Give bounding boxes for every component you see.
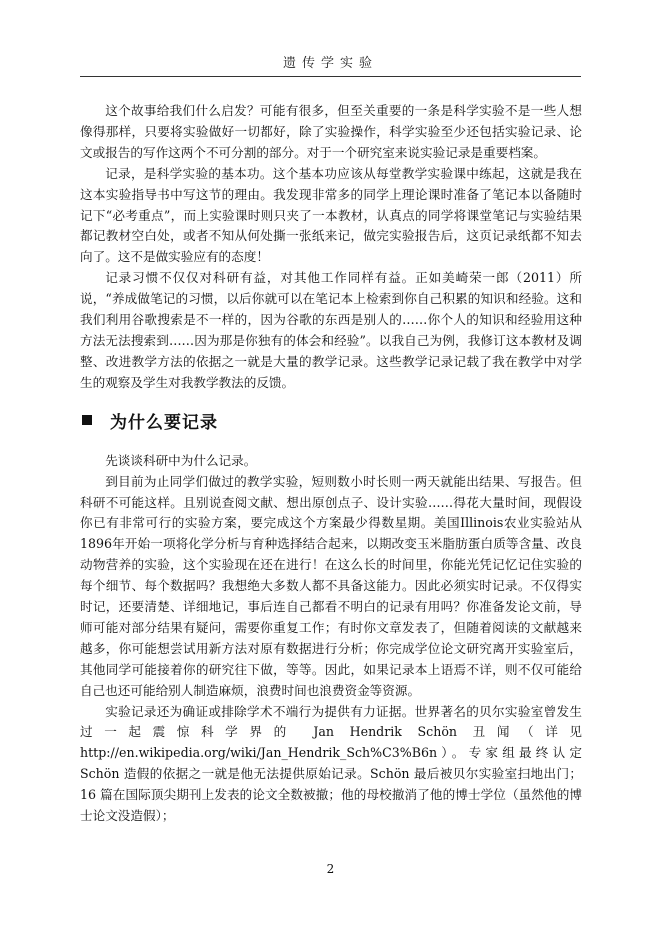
section-heading-title: 为什么要记录 [110,412,218,433]
paragraph-misconduct-evidence: 实验记录还为确证或排除学术不端行为提供有力证据。世界著名的贝尔实验室曾发生过一起震惊科学界的 Jan Hendrik Schön 丑闻（详见 http://en.wikipedia.org/wiki/Jan_Hendrik_Sch%C3%B6n）。专家组最终认定 Schön 造假的依据之一就是他无法提供原始记录。Schön 最后被贝尔实验室扫地出门；16 篇在国际顶尖期刊上发表的论文全数被撤；他的母校撤消了他的博士学位（虽然他的博士论文没造假）； [80,703,582,824]
running-header-title: 遗传学实验 [282,56,378,71]
page-number: 2 [326,862,335,876]
paragraph-intro-research: 先谈谈科研中为什么记录。 [105,452,257,468]
header-divider [80,76,581,77]
paragraph-recording-basic-skill: 记录，是科学实验的基本功。这个基本功应该从每堂教学实验课中练起，这就是我在这本实验指导书中写这节的理由。我发现非常多的同学上理论课时准备了笔记本以备随时记下“必考重点”，而上实验课时则只夹了一本教材，认真点的同学将课堂笔记与实验结果都记教材空白处，或者不知从何处撕一张纸来记，做完实验报告后，这页记录纸都不知去向了。这不是做实验应有的态度！ [80,165,582,265]
square-bullet-icon [82,415,92,425]
paragraph-recording-habit: 记录习惯不仅仅对科研有益，对其他工作同样有益。正如美崎荣一郎（2011）所说，“养成做笔记的习惯，以后你就可以在笔记本上检索到你自己积累的知识和经验。这和我们利用谷歌搜索是不一样的，因为谷歌的东西是别人的……你个人的知识和经验用这种方法无法搜索到……因为那是你独有的体会和经验”。以我自己为例，我修订这本教材及调整、改进教学方法的依据之一就是大量的教学记录。这些教学记录记载了我在教学中对学生的观察及学生对我教学教法的反馈。 [80,270,582,390]
section-heading [80,408,582,433]
paragraph-research-duration: 到目前为止同学们做过的教学实验，短则数小时长则一两天就能出结果、写报告。但科研不可能这样。且别说查阅文献、想出原创点子、设计实验……得花大量时间，现假设你已有非常可行的实验方案，要完成这个方案最少得数星期。美国Illinois农业实验站从1896年开始一项将化学分析与育种选择结合起来，以期改变玉米脂肪蛋白质等含量、改良动物营养的实验，这个实验现在还在进行！在这么长的时间里，你能光凭记忆记住实验的每个细节、每个数据吗？我想绝大多数人都不具备这能力。因此必须实时记录。不仅得实时记，还要清楚、详细地记，事后连自己都看不明白的记录有用吗？你准备发论文前，导师可能对部分结果有疑问，需要你重复工作；有时你文章发表了，但随着阅读的文献越来越多，你可能想尝试用新方法对原有数据进行分析；你完成学位论文研究离开实验室后，其他同学可能接着你的研究往下做，等等。因此，如果记录本上语焉不详，则不仅可能给自己也还可能给别人制造麻烦，浪费时间也浪费资金等资源。 [80,473,582,698]
page-body [80,101,582,827]
paragraph-story-lesson: 这个故事给我们什么启发？可能有很多，但至关重要的一条是科学实验不是一些人想像得那样，只要将实验做好一切都好，除了实验操作，科学实验至少还包括实验记录、论文或报告的写作这两个不可分割的部分。对于一个研究室来说实验记录是重要档案。 [80,103,582,160]
